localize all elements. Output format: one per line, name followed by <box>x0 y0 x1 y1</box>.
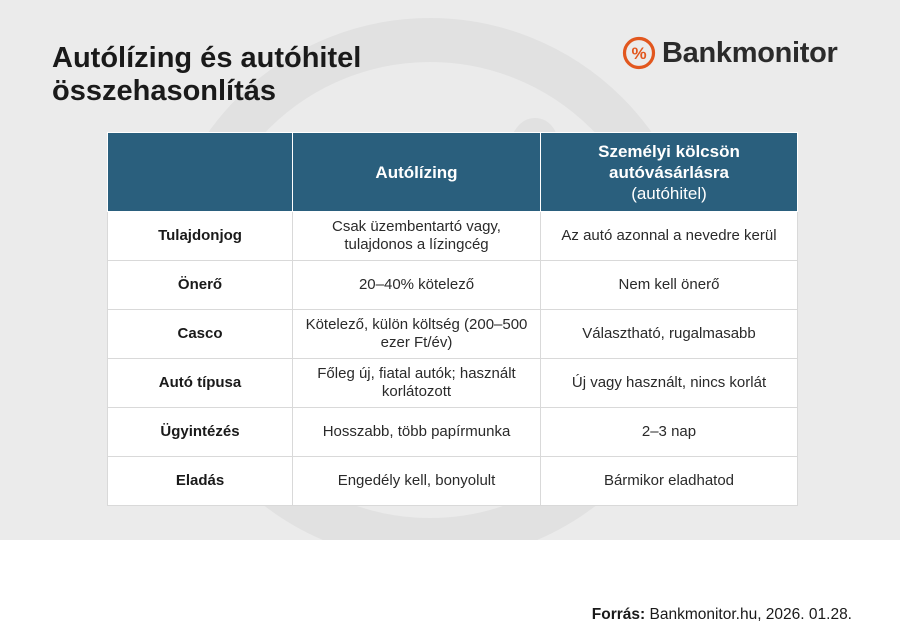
table-row <box>108 212 798 261</box>
leasing-cell: Csak üzembentartó vagy, tulajdonos a lízingcég <box>293 212 541 261</box>
comparison-table <box>107 132 798 506</box>
source-note <box>592 606 852 624</box>
header-personal-loan-main: Személyi kölcsön autóvásárlásra <box>598 141 740 182</box>
row-label: Önerő <box>108 261 293 310</box>
row-label: Eladás <box>108 457 293 506</box>
svg-text:%: % <box>631 44 647 63</box>
table-row <box>108 408 798 457</box>
bankmonitor-logo <box>622 36 838 70</box>
leasing-cell: Főleg új, fiatal autók; használt korlátozott <box>293 359 541 408</box>
table-row <box>108 359 798 408</box>
percent-logo-icon <box>622 36 656 70</box>
source-text: Bankmonitor.hu, 2026. 01.28. <box>649 606 852 623</box>
header-personal-loan <box>541 133 798 212</box>
page-title: Autólízing és autóhitel összehasonlítás <box>52 42 362 107</box>
header-personal-loan-sub: (autóhitel) <box>631 183 707 203</box>
row-label: Casco <box>108 310 293 359</box>
brand-name: Bankmonitor <box>662 36 838 69</box>
header-leasing: Autólízing <box>293 133 541 212</box>
loan-cell: Nem kell önerő <box>541 261 798 310</box>
loan-cell: Bármikor eladhatod <box>541 457 798 506</box>
row-label: Autó típusa <box>108 359 293 408</box>
leasing-cell: Engedély kell, bonyolult <box>293 457 541 506</box>
row-label: Tulajdonjog <box>108 212 293 261</box>
header-empty-cell <box>108 133 293 212</box>
source-label: Forrás: <box>591 606 646 623</box>
leasing-cell: Hosszabb, több papírmunka <box>293 408 541 457</box>
loan-cell: Az autó azonnal a nevedre kerül <box>541 212 798 261</box>
loan-cell: 2–3 nap <box>541 408 798 457</box>
table-row <box>108 457 798 506</box>
leasing-cell: 20–40% kötelező <box>293 261 541 310</box>
leasing-cell: Kötelező, külön költség (200–500 ezer Ft/év) <box>293 310 541 359</box>
loan-cell: Új vagy használt, nincs korlát <box>541 359 798 408</box>
table-row <box>108 261 798 310</box>
table-row <box>108 310 798 359</box>
loan-cell: Választható, rugalmasabb <box>541 310 798 359</box>
table-header-row <box>108 133 798 212</box>
row-label: Ügyintézés <box>108 408 293 457</box>
